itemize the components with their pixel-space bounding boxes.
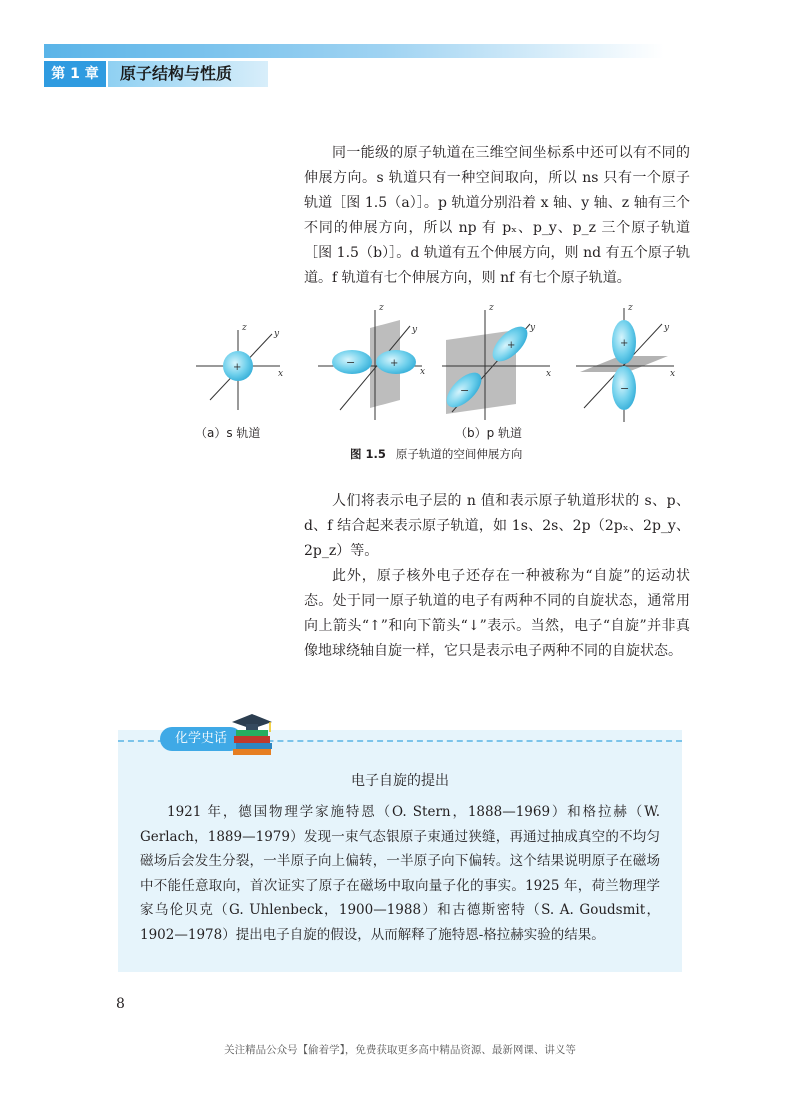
pz-minus-sign: −: [620, 382, 630, 395]
py-minus-sign: −: [460, 384, 470, 397]
pz-axis-z-label: z: [628, 303, 633, 313]
figure-caption-text: 原子轨道的空间伸展方向: [395, 447, 523, 461]
s-axis-x-label: x: [278, 369, 284, 379]
py-orbital-diagram: [441, 303, 551, 420]
px-orbital-diagram: [318, 303, 425, 420]
orbital-figure: [180, 300, 680, 470]
px-minus-sign: −: [346, 356, 356, 369]
header-gradient-bar: [44, 44, 664, 58]
pz-axis-x-label: x: [670, 369, 676, 379]
figure-caption-number: 图 1.5: [350, 447, 386, 461]
s-axis-y-label: y: [274, 329, 280, 339]
history-title: 电子自旋的提出: [351, 773, 449, 789]
chapter-label: 第 1 章: [44, 61, 106, 87]
paragraph-electron-spin: 此外，原子核外电子还存在一种被称为“自旋”的运动状态。处于同一原子轨道的电子有两种不同的自旋状态，通常用向上箭头“↑”和向下箭头“↓”表示。当然，电子“自旋”并非真像地球绕轴自旋一样，它只是表示电子两种不同的自旋状态。: [304, 568, 690, 659]
footer-note: 关注精品公众号【偷着学】，免费获取更多高中精品资源、最新网课、讲义等: [224, 1044, 576, 1056]
page-number: 8: [116, 996, 125, 1012]
figure-caption: [350, 446, 522, 462]
s-axis-z-label: z: [242, 323, 247, 333]
px-axis-z-label: z: [379, 303, 384, 313]
py-axis-z-label: z: [489, 303, 494, 313]
chapter-title: 原子结构与性质: [120, 64, 233, 83]
figure-label-s: （a）s 轨道: [195, 426, 261, 440]
books-graduation-cap-icon: [230, 712, 276, 756]
paragraph-orbital-notation: 人们将表示电子层的 n 值和表示原子轨道形状的 s、p、d、f 结合起来表示原子轨道，如 1s、2s、2p（2pₓ、2p_y、2p_z）等。: [304, 493, 690, 559]
px-axis-x-label: x: [420, 367, 426, 377]
px-axis-y-label: y: [412, 325, 418, 335]
pz-plus-sign: +: [620, 338, 629, 349]
pz-axis-y-label: y: [664, 323, 670, 333]
paragraph-orbital-orientation: 同一能级的原子轨道在三维空间坐标系中还可以有不同的伸展方向。s 轨道只有一种空间取向，所以 ns 只有一个原子轨道［图 1.5（a）］。p 轨道分别沿着 x 轴、y 轴、z 轴有三个不同的伸展方向，所以 np 有 pₓ、p_y、p_z 三个原子轨道［图 1.5（b）］。d 轨道有五个伸展方向，则 nd 有五个原子轨道。f 轨道有七个伸展方向，则 nf 有七个原子轨道。: [304, 145, 690, 286]
py-plus-sign: +: [507, 340, 516, 351]
figure-label-p: （b）p 轨道: [455, 426, 523, 440]
py-axis-y-label: y: [530, 323, 536, 333]
px-plus-sign: +: [390, 358, 399, 369]
s-orbital-diagram: [196, 323, 283, 410]
s-plus-sign: +: [233, 362, 242, 373]
history-text: 1921 年，德国物理学家施特恩（O. Stern，1888—1969）和格拉赫（W. Gerlach，1889—1979）发现一束气态银原子束通过狭缝，再通过抽成真空的不均匀磁场后会发生分裂，一半原子向上偏转，一半原子向下偏转。这个结果说明原子在磁场中不能任意取向，首次证实了原子在磁场中取向量子化的事实。1925 年，荷兰物理学家乌伦贝克（G. Uhlenbeck，1900—1988）和古德斯密特（S. A. Goudsmit，1902—1978）提出电子自旋的假设，从而解释了施特恩-格拉赫实验的结果。: [140, 804, 660, 943]
pz-orbital-diagram: [576, 303, 675, 422]
py-axis-x-label: x: [546, 369, 552, 379]
history-tag: 化学史话: [160, 727, 242, 751]
